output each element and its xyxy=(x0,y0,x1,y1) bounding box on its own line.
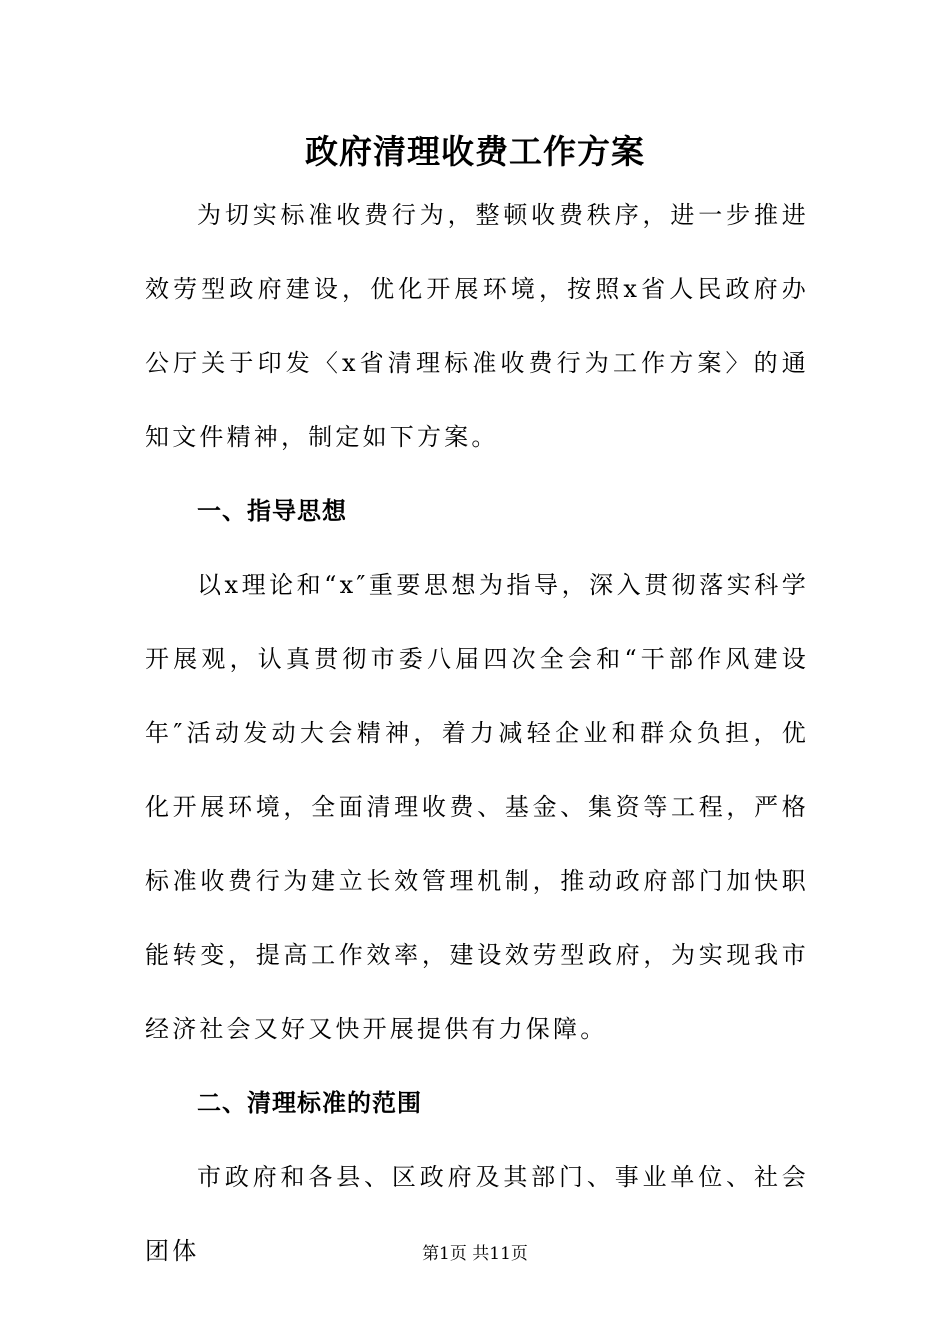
intro-paragraph: 为切实标准收费行为，整顿收费秩序，进一步推进效劳型政府建设，优化开展环境，按照x省人民政府办公厅关于印发〈x省清理标准收费行为工作方案〉的通知文件精神，制定如下方案。 xyxy=(145,201,809,451)
guiding-ideology-paragraph: 以x理论和“x″重要思想为指导，深入贯彻落实科学开展观，认真贯彻市委八届四次全会和“干部作风建设年″活动发动大会精神，着力减轻企业和群众负担，优化开展环境，全面清理收费、基金、集资等工程，严格标准收费行为建立长效管理机制，推动政府部门加快职能转变，提高工作效率，建设效劳型政府，为实现我市经济社会又好又快开展提供有力保障。 xyxy=(145,571,809,1043)
document-body xyxy=(145,178,809,1288)
section-heading-guiding-ideology: 一、指导思想 xyxy=(197,497,347,525)
document-title: 政府清理收费工作方案 xyxy=(305,132,645,171)
scope-paragraph: 市政府和各县、区政府及其部门、事业单位、社会团体 xyxy=(145,1163,809,1265)
section-heading-scope: 二、清理标准的范围 xyxy=(197,1089,422,1117)
page-number-footer: 第1页 共11页 xyxy=(422,1244,528,1264)
